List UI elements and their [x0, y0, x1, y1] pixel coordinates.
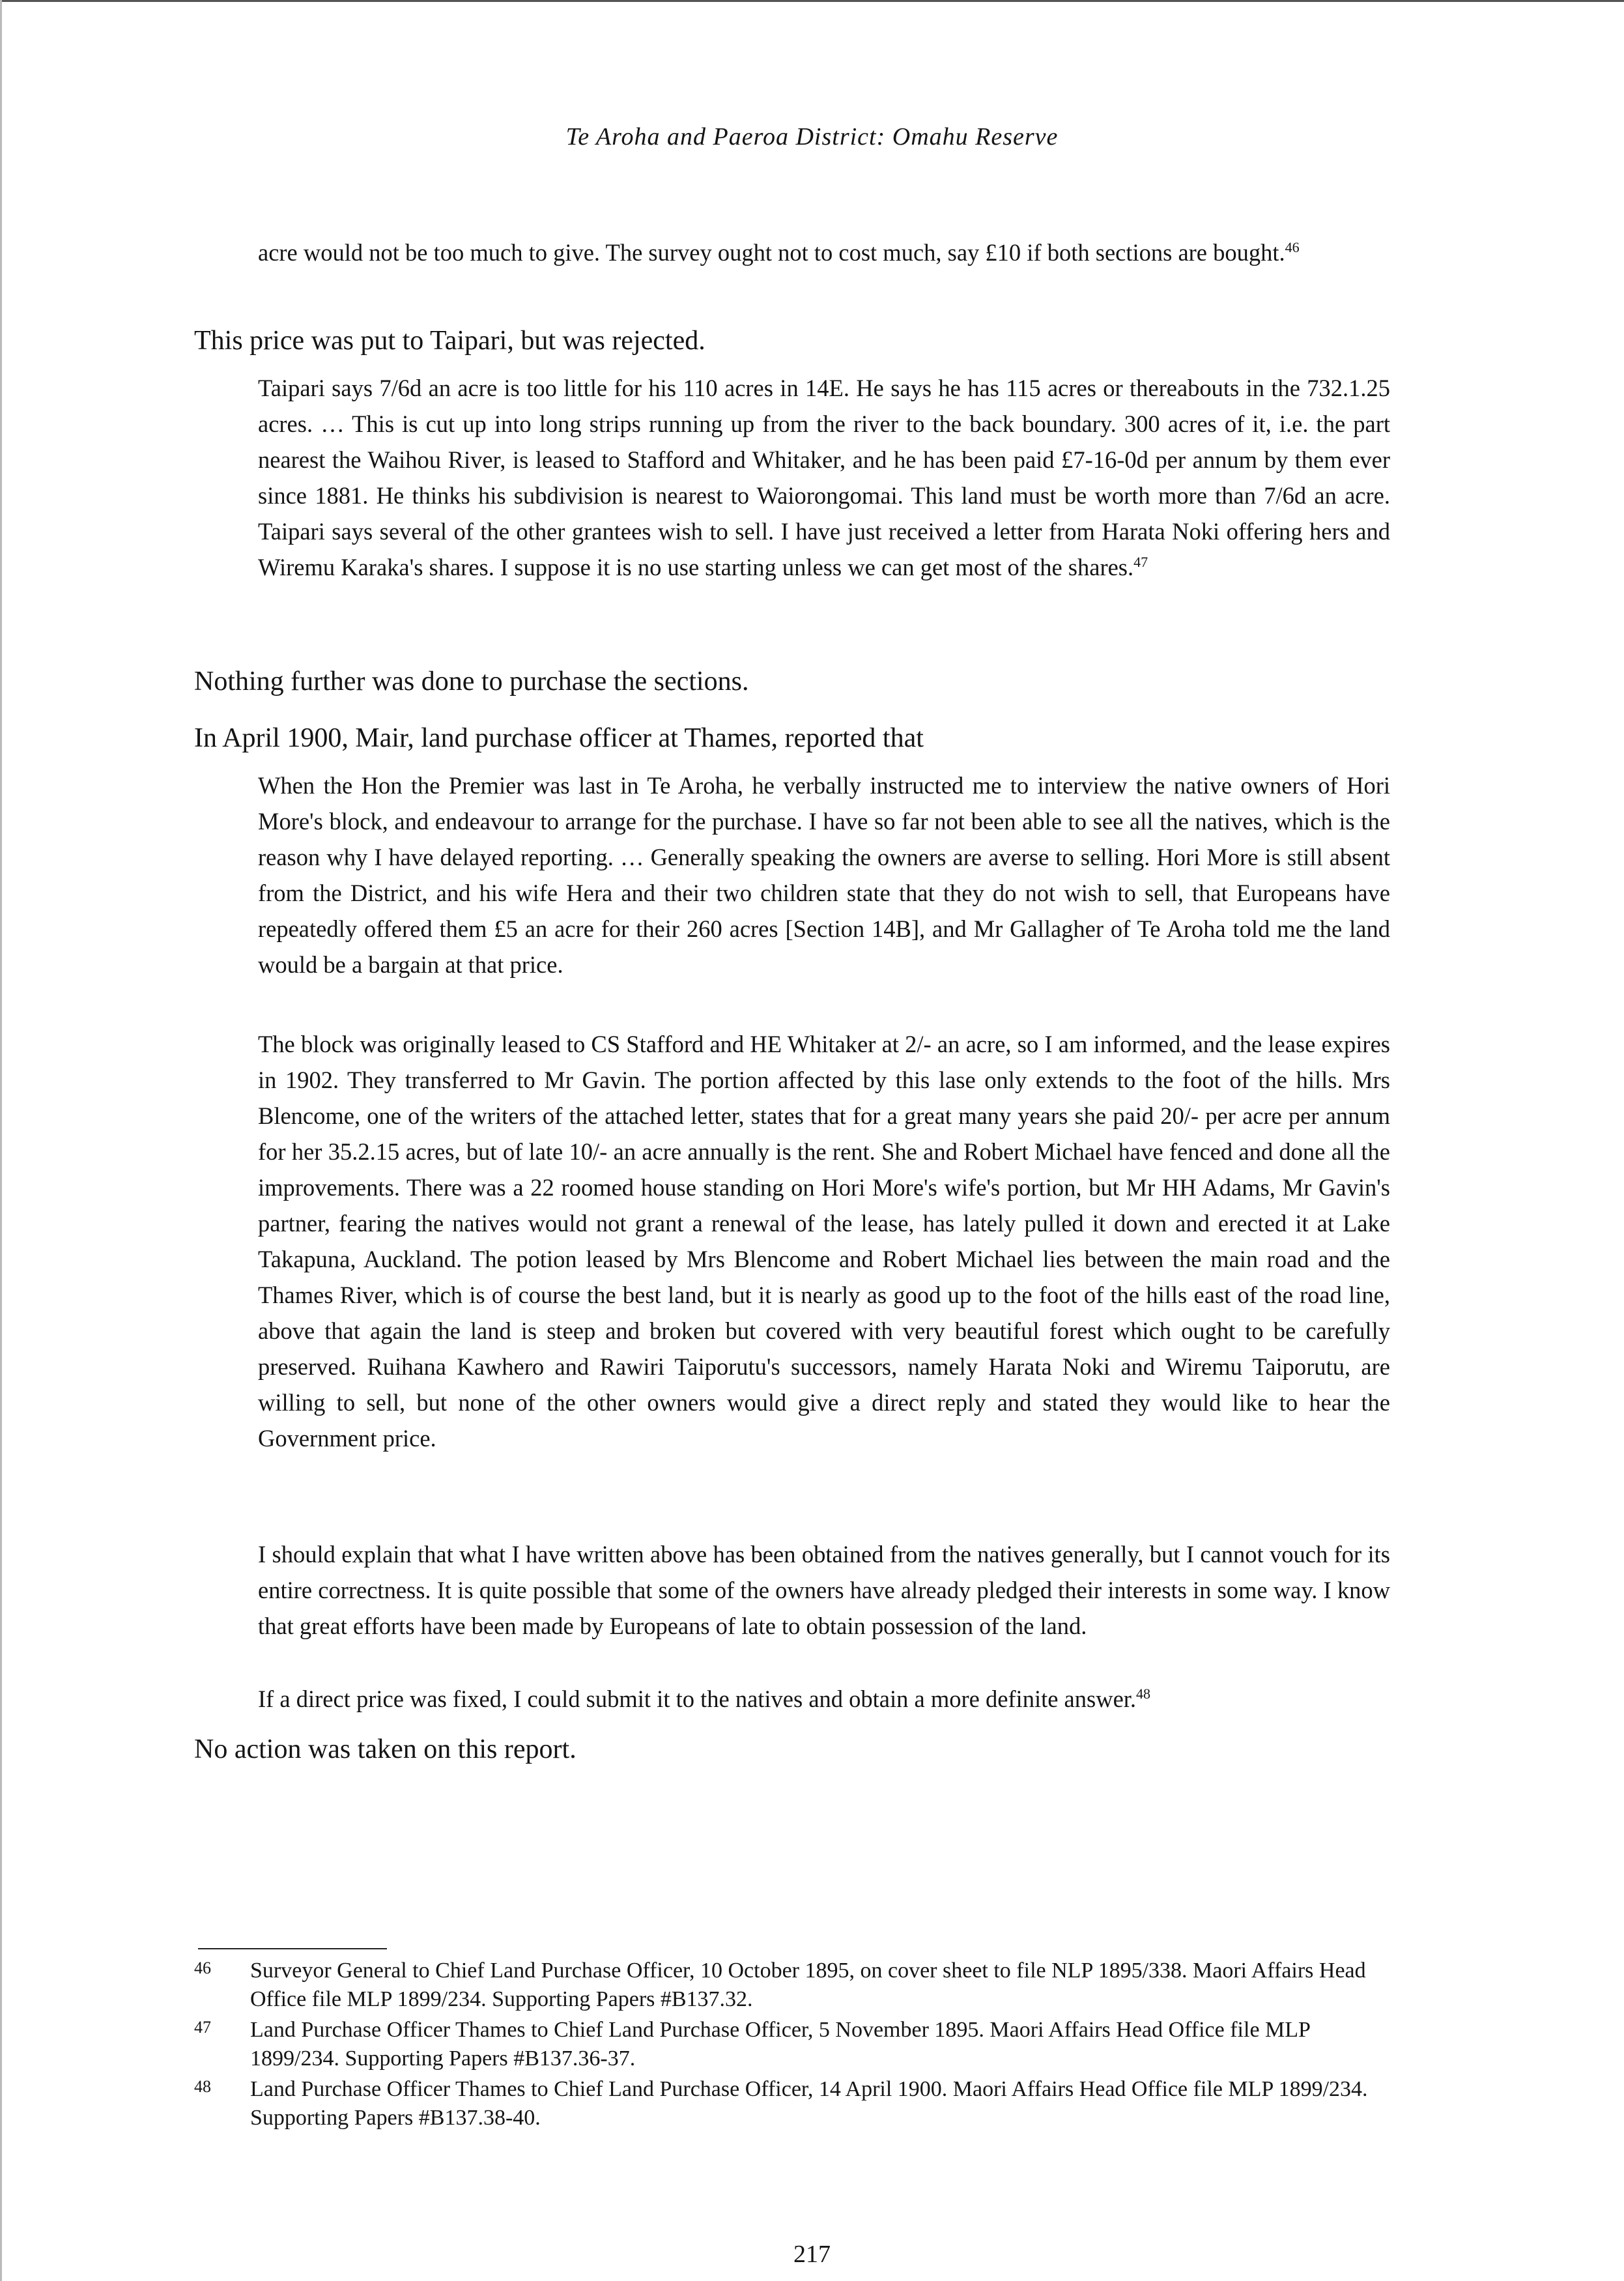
block-quote-1-text: acre would not be too much to give. The survey ought not to cost much, say £10 if both sections are bought. [258, 239, 1285, 266]
block-quote-6 [258, 1681, 1390, 1717]
footnote-ref-47[interactable]: 47 [1133, 553, 1148, 570]
footnote-ref-48[interactable]: 48 [1136, 1685, 1151, 1702]
block-quote-4: The block was originally leased to CS Stafford and HE Whitaker at 2/- an acre, so I am informed, and the lease expires in 1902. They transferred to Mr Gavin. The portion affected by this lase only extends to the foot of the hills. Mrs Blencome, one of the writers of the attached letter, states that for a great many years she paid 20/- per acre per annum for her 35.2.15 acres, but of late 10/- an acre annually is the rent. She and Robert Michael have fenced and done all the improvements. There was a 22 roomed house standing on Hori More's wife's portion, but Mr HH Adams, Mr Gavin's partner, fearing the natives would not grant a renewal of the lease, has lately pulled it down and erected it at Lake Takapuna, Auckland. The potion leased by Mrs Blencome and Robert Michael lies between the main road and the Thames River, which is of course the best land, but it is nearly as good up to the foot of the hills east of the road line, above that again the land is steep and broken but covered with very beautiful forest which ought to be carefully preserved. Ruihana Kawhero and Rawiri Taiporutu's successors, namely Harata Noki and Wiremu Taiporutu, are willing to sell, but none of the other owners would give a direct reply and stated they would like to hear the Government price. [258, 1031, 1390, 1452]
footnote-ref-46[interactable]: 46 [1285, 238, 1300, 255]
block-quote-3: When the Hon the Premier was last in Te Aroha, he verbally instructed me to interview the native owners of Hori More's block, and endeavour to arrange for the purchase. I have so far not been able to see all the natives, which is the reason why I have delayed reporting. … Generally speaking the owners are averse to selling. Hori More is still absent from the District, and his wife Hera and their two children state that they do not wish to sell, that Europeans have repeatedly offered them £5 an acre for their 260 acres [Section 14B], and Mr Gallagher of Te Aroha told me the land would be a bargain at that price. [258, 772, 1390, 978]
top-border-rule [0, 0, 1624, 2]
body-paragraph-2: Nothing further was done to purchase the sections. [194, 667, 749, 696]
body-paragraph-4: No action was taken on this report. [194, 1734, 577, 1764]
footnote-number: 47 [194, 2018, 211, 2037]
body-paragraph-1: This price was put to Taipari, but was rejected. [194, 326, 705, 356]
footnote-text: Land Purchase Officer Thames to Chief Land Purchase Officer, 14 April 1900. Maori Affairs Head Office file MLP 1899/234. Supporting Papers #B137.38-40. [250, 2077, 1368, 2130]
page-number: 217 [793, 2241, 831, 2268]
footnote-number: 48 [194, 2077, 211, 2096]
body-paragraph-3: In April 1900, Mair, land purchase officer at Thames, reported that [194, 723, 924, 753]
footnote-text: Land Purchase Officer Thames to Chief Land Purchase Officer, 5 November 1895. Maori Affairs Head Office file MLP 1899/234. Supporting Papers #B137.36-37. [250, 2018, 1310, 2071]
footnote-number: 46 [194, 1958, 211, 1977]
footnote-text: Surveyor General to Chief Land Purchase Officer, 10 October 1895, on cover sheet to file NLP 1895/338. Maori Affairs Head Office file MLP 1899/234. Supporting Papers #B137.32. [250, 1958, 1366, 2011]
footnote-46 [194, 1957, 1380, 2014]
left-scan-edge [0, 0, 2, 2281]
block-quote-1 [258, 235, 1390, 270]
footnote-48 [194, 2075, 1380, 2132]
running-head: Te Aroha and Paeroa District: Omahu Reserve [565, 123, 1059, 151]
footnote-47 [194, 2016, 1380, 2073]
block-quote-2 [258, 370, 1390, 585]
block-quote-2-text: Taipari says 7/6d an acre is too little for his 110 acres in 14E. He says he has 115 acres or thereabouts in the 732.1.25 acres. … This is cut up into long strips running up from the river to the back boundary. 300 acres of it, i.e. the part nearest the Waihou River, is leased to Stafford and Whitaker, and he has been paid £7-16-0d per annum by them ever since 1881. He thinks his subdivision is nearest to Waiorongomai. This land must be worth more than 7/6d an acre. Taipari says several of the other grantees wish to sell. I have just received a letter from Harata Noki offering hers and Wiremu Karaka's shares. I suppose it is no use starting unless we can get most of the shares. [258, 375, 1390, 581]
block-quote-5: I should explain that what I have written above has been obtained from the natives generally, but I cannot vouch for its entire correctness. It is quite possible that some of the owners have already pledged their interests in some way. I know that great efforts have been made by Europeans of late to obtain possession of the land. [258, 1541, 1390, 1639]
block-quote-6-text: If a direct price was fixed, I could submit it to the natives and obtain a more definite answer. [258, 1686, 1137, 1712]
footnote-separator [198, 1948, 387, 1949]
